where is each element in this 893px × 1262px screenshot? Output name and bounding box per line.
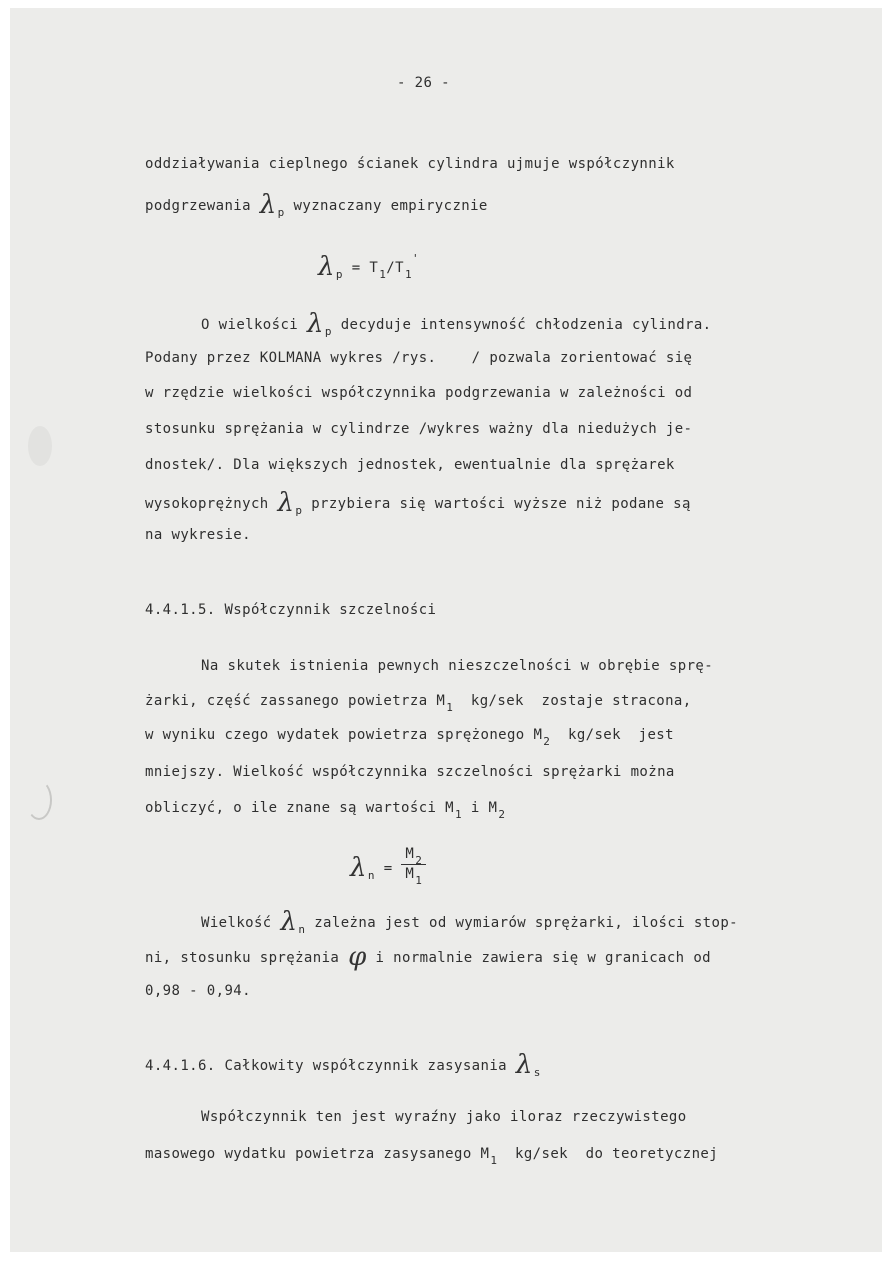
text-line: [145, 942, 711, 972]
lambda-symbol: λ: [318, 252, 335, 282]
text-line: [145, 488, 691, 518]
equals-sign: =: [374, 860, 402, 877]
text-line: [145, 190, 488, 220]
subscript: 1: [415, 874, 423, 887]
text-line: [201, 907, 738, 937]
fraction: [401, 846, 426, 887]
text-fragment: podgrzewania: [145, 198, 260, 214]
lambda-symbol: λ: [350, 852, 367, 883]
text-line: [145, 800, 506, 821]
equation-lambda-p: [318, 252, 420, 282]
text-fragment: Wielkość: [201, 915, 281, 931]
lambda-symbol: λ: [259, 190, 277, 220]
subscript: 1: [446, 701, 454, 714]
text-line: 0,98 - 0,94.: [145, 983, 251, 999]
lambda-symbol: λ: [515, 1050, 533, 1080]
text-fragment: zależna jest od wymiarów sprężarki, ilości stop-: [305, 915, 738, 931]
equals-sign: =: [342, 260, 370, 276]
text-fragment: masowego wydatku powietrza zasysanego M: [145, 1146, 490, 1162]
subscript: 1: [404, 268, 412, 281]
text-fragment: 4.4.1.6. Całkowity współczynnik zasysania: [145, 1058, 516, 1074]
subscript: s: [533, 1066, 541, 1079]
phi-symbol: φ: [348, 942, 367, 972]
text-fragment: w wyniku czego wydatek powietrza sprężonego M: [145, 727, 543, 743]
text-fragment: i M: [462, 800, 498, 816]
text-fragment: O wielkości: [201, 317, 307, 333]
document-page: [10, 8, 882, 1252]
text-fragment: wyznaczany empirycznie: [284, 198, 488, 214]
text-line: Na skutek istnienia pewnych nieszczelności w obrębie sprę-: [201, 658, 714, 674]
variable: M: [405, 866, 415, 882]
text-line: [145, 1146, 719, 1167]
text-line: Podany przez KOLMANA wykres /rys. / pozwala zorientować się: [145, 350, 693, 366]
subscript: n: [367, 868, 375, 882]
numerator: [401, 846, 426, 865]
text-line: oddziaływania cieplnego ścianek cylindra ujmuje współczynnik: [145, 156, 675, 172]
text-line: [201, 309, 712, 339]
text-line: dnostek/. Dla większych jednostek, ewentualnie dla sprężarek: [145, 457, 675, 473]
variable: M: [405, 846, 415, 862]
text-fragment: żarki, część zassanego powietrza M: [145, 693, 446, 709]
text-fragment: i normalnie zawiera się w granicach od: [366, 950, 711, 966]
punch-hole-mark: [28, 426, 52, 466]
text-fragment: ni, stosunku sprężania: [145, 950, 349, 966]
denominator: [401, 865, 426, 887]
subscript: p: [324, 325, 332, 338]
text-fragment: decyduje intensywność chłodzenia cylindra.: [331, 317, 712, 333]
text-line: Współczynnik ten jest wyraźny jako iloraz rzeczywistego: [201, 1109, 687, 1125]
subscript: 1: [490, 1154, 498, 1167]
subscript: n: [298, 923, 306, 936]
text-line: w rzędzie wielkości współczynnika podgrzewania w zależności od: [145, 385, 693, 401]
variable: T: [369, 260, 379, 276]
text-line: stosunku sprężania w cylindrze /wykres ważny dla niedużych je-: [145, 421, 693, 437]
lambda-symbol: λ: [280, 907, 298, 937]
punch-hole-mark: [26, 780, 52, 820]
subscript: p: [335, 268, 343, 281]
prime-mark: ': [412, 252, 420, 265]
subscript: p: [277, 206, 285, 219]
equation-lambda-n: [350, 846, 426, 887]
text-line: [145, 727, 674, 748]
text-fragment: kg/sek zostaje stracona,: [453, 693, 692, 709]
subscript: 1: [379, 268, 387, 281]
text-fragment: przybiera się wartości wyższe niż podane są: [302, 496, 691, 512]
subscript: 2: [498, 808, 506, 821]
text-line: [145, 693, 692, 714]
subscript: 2: [415, 854, 423, 867]
lambda-symbol: λ: [306, 309, 324, 339]
slash-variable: /T: [386, 260, 404, 276]
page-number: - 26 -: [397, 75, 450, 91]
text-fragment: kg/sek jest: [550, 727, 674, 743]
text-line: na wykresie.: [145, 527, 251, 543]
subscript: 2: [543, 735, 551, 748]
subscript: 1: [455, 808, 463, 821]
text-fragment: wysokoprężnych: [145, 496, 278, 512]
lambda-symbol: λ: [277, 488, 295, 518]
text-line: mniejszy. Wielkość współczynnika szczelności sprężarki można: [145, 764, 675, 780]
section-heading: [145, 1050, 541, 1080]
section-heading: 4.4.1.5. Współczynnik szczelności: [145, 602, 437, 618]
text-fragment: obliczyć, o ile znane są wartości M: [145, 800, 455, 816]
subscript: p: [295, 504, 303, 517]
text-fragment: kg/sek do teoretycznej: [497, 1146, 719, 1162]
